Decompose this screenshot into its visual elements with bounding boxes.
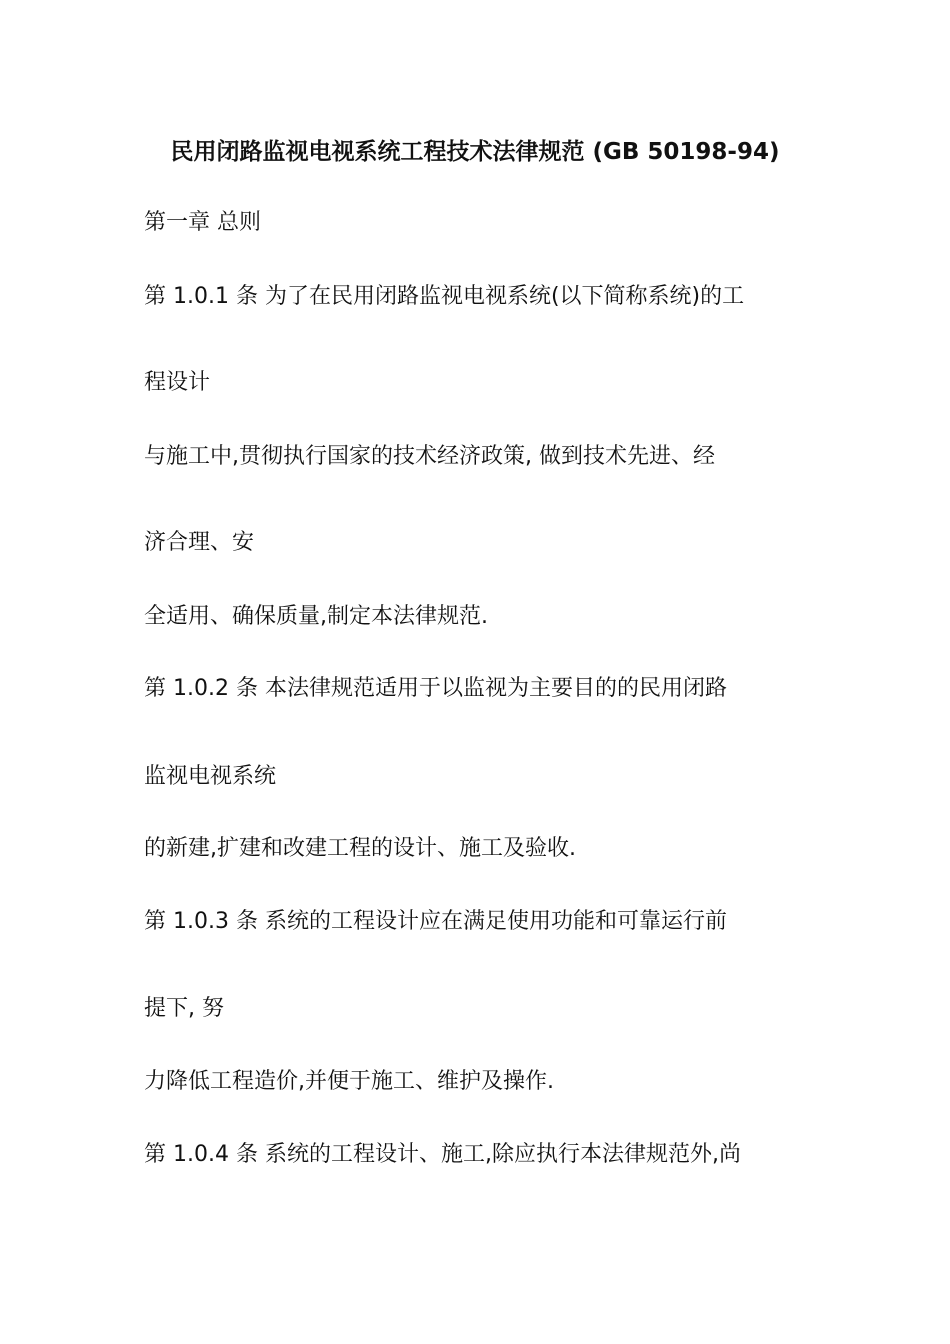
text-line: 第 1.0.1 条 为了在民用闭路监视电视系统(以下简称系统)的工 xyxy=(144,284,745,309)
text-line: 全适用、确保质量,制定本法律规范. xyxy=(144,604,488,629)
text-line: 第 1.0.2 条 本法律规范适用于以监视为主要目的的民用闭路 xyxy=(144,676,727,701)
text-line: 程设计 xyxy=(144,370,211,395)
text-line: 第 1.0.3 条 系统的工程设计应在满足使用功能和可靠运行前 xyxy=(144,909,727,934)
text-line: 济合理、安 xyxy=(144,530,255,555)
text-line: 第 1.0.4 条 系统的工程设计、施工,除应执行本法律规范外,尚 xyxy=(144,1142,741,1167)
text-line: 与施工中,贯彻执行国家的技术经济政策, 做到技术先进、经 xyxy=(144,444,715,469)
document-title: 民用闭路监视电视系统工程技术法律规范 (GB 50198-94) xyxy=(170,139,780,165)
text-line: 力降低工程造价,并便于施工、维护及操作. xyxy=(144,1069,554,1094)
text-line: 监视电视系统 xyxy=(144,764,277,789)
text-line: 的新建,扩建和改建工程的设计、施工及验收. xyxy=(144,836,576,861)
text-line: 提下, 努 xyxy=(144,996,224,1021)
chapter-heading: 第一章 总则 xyxy=(144,210,261,235)
